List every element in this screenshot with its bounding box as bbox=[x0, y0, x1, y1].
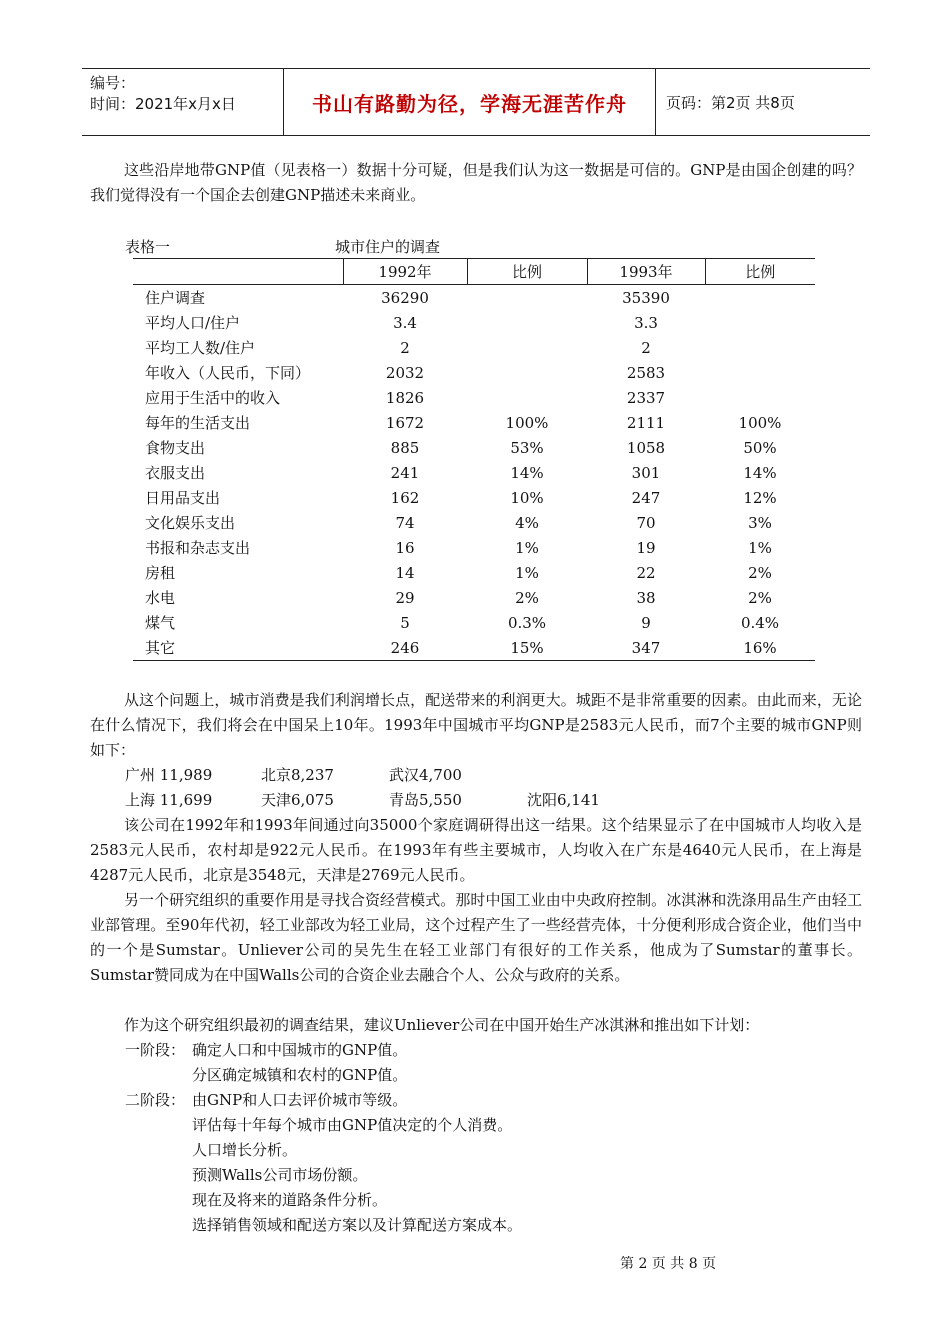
page-footer: 第 2 页 共 8 页 bbox=[620, 1256, 717, 1272]
value-cell: 3% bbox=[748, 513, 772, 532]
table-row bbox=[133, 410, 815, 435]
value-cell bbox=[705, 360, 815, 385]
table-row bbox=[133, 385, 815, 410]
row-label-cell: 文化娱乐支出 bbox=[145, 514, 236, 532]
value-cell: 241 bbox=[390, 463, 420, 482]
value-cell: 16% bbox=[705, 635, 815, 661]
value-cell: 38 bbox=[636, 588, 656, 607]
row-label-cell: 应用于生活中的收入 bbox=[145, 389, 281, 407]
value-cell: 35390 bbox=[622, 288, 670, 307]
value-cell: 246 bbox=[343, 635, 467, 661]
plan-item: 评估每十年每个城市由GNP值决定的个人消费。 bbox=[192, 1116, 513, 1134]
header-meta bbox=[82, 69, 284, 135]
value-cell: 12% bbox=[743, 488, 777, 507]
value-cell: 301 bbox=[631, 463, 661, 482]
paragraph-consumption: 从这个问题上，城市消费是我们利润增长点，配送带来的利润更大。城距不是非常重要的因素。由此而来，无论在什么情况下，我们将会在中国呆上10年。1993年中国城市平均GNP是2583元人民币，而7个主要的城市GNP则如下： bbox=[90, 691, 862, 759]
row-label-cell: 房租 bbox=[145, 564, 176, 582]
value-cell: 36290 bbox=[381, 288, 429, 307]
value-cell bbox=[467, 335, 587, 360]
value-cell bbox=[705, 335, 815, 360]
value-cell: 885 bbox=[390, 438, 420, 457]
value-cell: 162 bbox=[390, 488, 420, 507]
table-title: 城市住户的调查 bbox=[335, 238, 441, 256]
city-gnp: 北京8,237 bbox=[261, 766, 334, 784]
table-row bbox=[133, 335, 815, 360]
value-cell: 22 bbox=[636, 563, 656, 582]
value-cell: 29 bbox=[395, 588, 415, 607]
table-row bbox=[133, 585, 815, 610]
value-cell: 3.3 bbox=[634, 313, 658, 332]
plan-item: 预测Walls公司市场份额。 bbox=[192, 1166, 368, 1184]
table-header-row bbox=[133, 259, 815, 285]
time-label: 时间：2021年x月x日 bbox=[90, 95, 236, 113]
table-row bbox=[133, 610, 815, 635]
value-cell: 1% bbox=[748, 538, 772, 557]
header-page-number: 页码：第2页 共8页 bbox=[666, 93, 795, 112]
intro-paragraph: 这些沿岸地带GNP值（见表格一）数据十分可疑，但是我们认为这一数据是可信的。GNP是由国企创建的吗？我们觉得没有一个国企去创建GNP描述未来商业。 bbox=[90, 161, 862, 204]
value-cell: 5 bbox=[400, 613, 410, 632]
table-row bbox=[133, 535, 815, 560]
row-label-cell: 平均工人数/住户 bbox=[145, 339, 256, 357]
value-cell: 3.4 bbox=[393, 313, 417, 332]
value-cell: 1% bbox=[515, 563, 539, 582]
value-cell: 2583 bbox=[626, 363, 666, 382]
value-cell: 53% bbox=[510, 438, 544, 457]
value-cell: 347 bbox=[587, 635, 705, 661]
value-cell: 0.3% bbox=[507, 613, 547, 632]
value-cell: 2111 bbox=[626, 413, 666, 432]
value-cell bbox=[705, 285, 815, 311]
row-label-cell: 日用品支出 bbox=[145, 489, 221, 507]
value-cell: 1672 bbox=[385, 413, 425, 432]
city-gnp: 武汉4,700 bbox=[389, 766, 462, 784]
row-label-cell: 书报和杂志支出 bbox=[145, 539, 251, 557]
city-gnp: 天津6,075 bbox=[261, 791, 334, 809]
value-cell: 100% bbox=[505, 413, 549, 432]
value-cell: 2032 bbox=[385, 363, 425, 382]
household-survey-table bbox=[133, 258, 815, 661]
value-cell: 2 bbox=[400, 338, 410, 357]
table-row bbox=[133, 485, 815, 510]
plan-item: 由GNP和人口去评价城市等级。 bbox=[192, 1091, 408, 1109]
value-cell: 14 bbox=[395, 563, 415, 582]
row-label-cell: 煤气 bbox=[145, 614, 176, 632]
value-cell: 10% bbox=[510, 488, 544, 507]
row-label-cell: 衣服支出 bbox=[145, 464, 206, 482]
value-cell: 15% bbox=[467, 635, 587, 661]
city-gnp: 上海 11,699 bbox=[125, 791, 213, 809]
table-row bbox=[133, 360, 815, 385]
table-row bbox=[133, 310, 815, 335]
value-cell: 14% bbox=[510, 463, 544, 482]
value-cell bbox=[467, 310, 587, 335]
table-row bbox=[133, 560, 815, 585]
header-cell: 1993年 bbox=[587, 259, 705, 285]
header-motto: 书山有路勤为径，学海无涯苦作舟 bbox=[284, 69, 656, 135]
value-cell bbox=[467, 285, 587, 311]
value-cell: 1% bbox=[515, 538, 539, 557]
table-row bbox=[133, 460, 815, 485]
value-cell: 19 bbox=[636, 538, 656, 557]
paragraph-plan-intro: 作为这个研究组织最初的调查结果，建议Unliever公司在中国开始生产冰淇淋和推出如下计划： bbox=[124, 1016, 760, 1034]
plan-item: 确定人口和中国城市的GNP值。 bbox=[192, 1041, 408, 1059]
value-cell bbox=[467, 360, 587, 385]
plan-item: 现在及将来的道路条件分析。 bbox=[192, 1191, 388, 1209]
table-label: 表格一 bbox=[125, 238, 171, 256]
row-label-cell: 食物支出 bbox=[145, 439, 206, 457]
value-cell: 74 bbox=[395, 513, 415, 532]
city-gnp: 青岛5,550 bbox=[389, 791, 462, 809]
value-cell: 2% bbox=[748, 563, 772, 582]
header-cell: 1992年 bbox=[343, 259, 467, 285]
row-label-cell: 水电 bbox=[145, 589, 176, 607]
page-header bbox=[82, 68, 870, 136]
header-cell bbox=[133, 259, 343, 285]
value-cell: 0.4% bbox=[740, 613, 780, 632]
table-row bbox=[133, 435, 815, 460]
paragraph-survey: 该公司在1992年和1993年间通过向35000个家庭调研得出这一结果。这个结果显示了在中国城市人均收入是2583元人民币，农村却是922元人民币。在1993年有些主要城市，人均收入在广东是4640元人民币，在上海是4287元人民币，北京是3548元，天津是2769元人民币。 bbox=[90, 816, 862, 884]
paragraph-joint-venture: 另一个研究组织的重要作用是寻找合资经营模式。那时中国工业由中央政府控制。冰淇淋和洗涤用品生产由轻工业部管理。至90年代初，轻工业部改为轻工业局，这个过程产生了一些经营壳体，十分便利形成合资企业，他们当中的一个是Sumstar。Unliever公司的吴先生在轻工业部门有很好的工作关系，他成为了Sumstar的董事长。Sumstar赞同成为在中国Walls公司的合资企业去融合个人、公众与政府的关系。 bbox=[90, 891, 862, 984]
row-label-cell: 年收入（人民币，下同） bbox=[145, 364, 311, 382]
row-label-cell: 其它 bbox=[133, 635, 343, 661]
row-label-cell: 平均人口/住户 bbox=[145, 314, 241, 332]
stage2-label: 二阶段： bbox=[125, 1091, 186, 1109]
value-cell bbox=[705, 310, 815, 335]
header-cell: 比例 bbox=[467, 259, 587, 285]
value-cell: 14% bbox=[743, 463, 777, 482]
value-cell: 100% bbox=[738, 413, 782, 432]
code-label: 编号： bbox=[90, 74, 136, 92]
city-gnp-row-1 bbox=[125, 763, 625, 788]
city-gnp-row-2 bbox=[125, 788, 625, 813]
value-cell: 9 bbox=[641, 613, 651, 632]
plan-item: 人口增长分析。 bbox=[192, 1141, 298, 1159]
stage1-label: 一阶段： bbox=[125, 1041, 186, 1059]
value-cell: 247 bbox=[631, 488, 661, 507]
value-cell: 4% bbox=[515, 513, 539, 532]
row-label-cell: 每年的生活支出 bbox=[145, 414, 251, 432]
value-cell bbox=[467, 385, 587, 410]
plan-item: 选择销售领域和配送方案以及计算配送方案成本。 bbox=[192, 1216, 523, 1234]
table-row bbox=[133, 510, 815, 535]
header-cell: 比例 bbox=[705, 259, 815, 285]
value-cell: 2337 bbox=[626, 388, 666, 407]
value-cell: 2% bbox=[748, 588, 772, 607]
value-cell: 50% bbox=[743, 438, 777, 457]
value-cell: 1058 bbox=[626, 438, 666, 457]
value-cell: 2% bbox=[515, 588, 539, 607]
city-gnp: 广州 11,989 bbox=[125, 766, 213, 784]
value-cell: 2 bbox=[641, 338, 651, 357]
table-row bbox=[133, 635, 815, 661]
value-cell: 1826 bbox=[385, 388, 425, 407]
value-cell bbox=[705, 385, 815, 410]
row-label-cell: 住户调查 bbox=[145, 289, 206, 307]
value-cell: 70 bbox=[636, 513, 656, 532]
plan-item: 分区确定城镇和农村的GNP值。 bbox=[192, 1066, 408, 1084]
value-cell: 16 bbox=[395, 538, 415, 557]
city-gnp: 沈阳6,141 bbox=[527, 791, 600, 809]
table-row bbox=[133, 285, 815, 311]
